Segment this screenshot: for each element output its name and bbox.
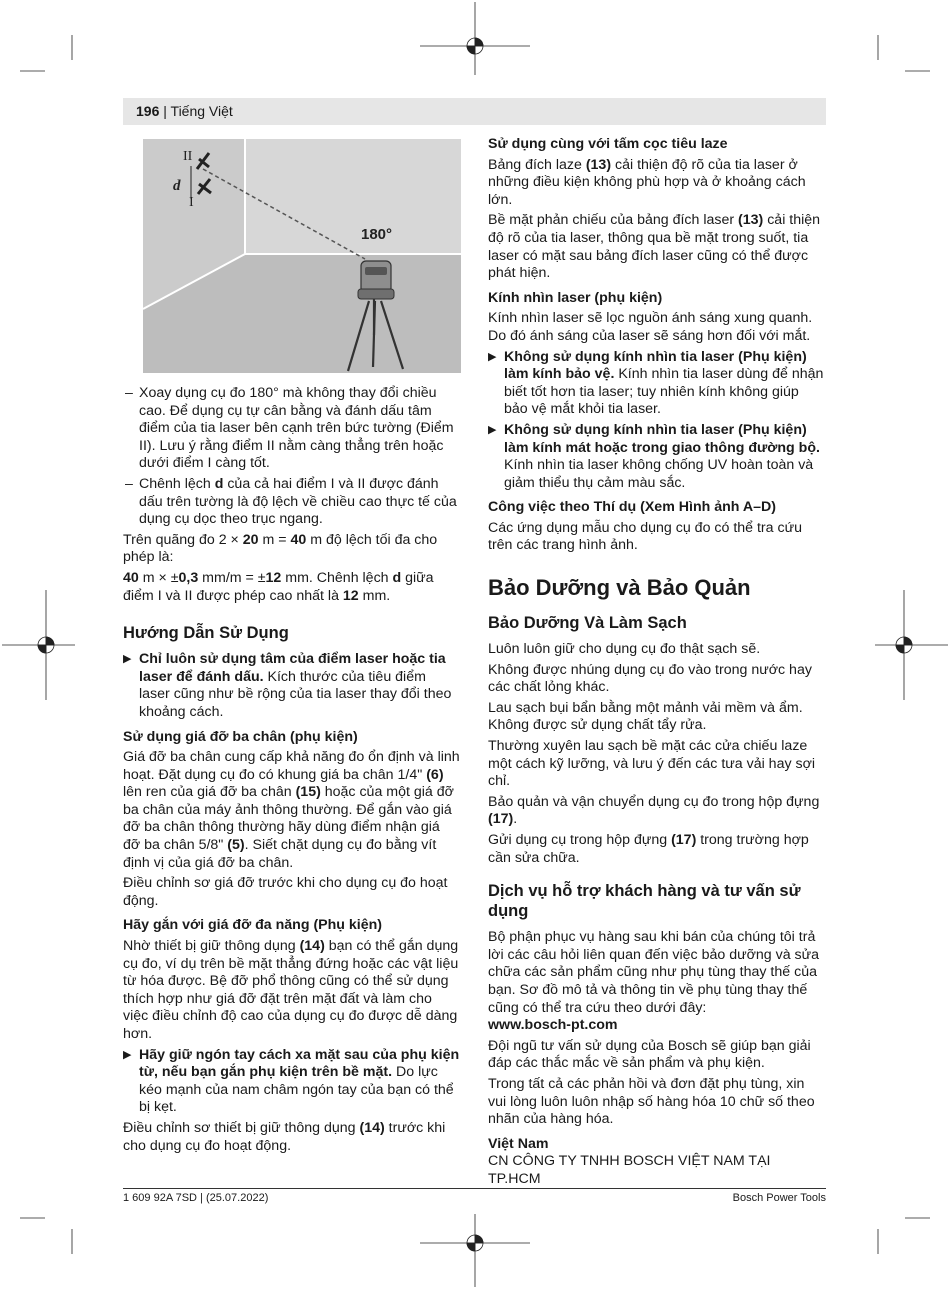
- footer-doc-id: 1 609 92A 7SD | (25.07.2022): [123, 1192, 269, 1204]
- clean-3: Lau sạch bụi bẩn bằng một mảnh vải mềm và ẩm. Không được sử dụng chất tẩy rửa.: [488, 699, 803, 734]
- clean-4: Thường xuyên lau sạch bề mặt các cửa chiếu laze một cách kỹ lưỡng, và lưu ý đến các tưa vải hay sợi chỉ.: [488, 738, 816, 790]
- examples-paragraph: Các ứng dụng mẫu cho dụng cụ đo có thể tra cứu trên các trang hình ảnh.: [488, 519, 802, 554]
- target-paragraph-2: Bề mặt phản chiếu của bảng đích laser (13) cải thiện độ rõ của tia laser, thông qua bề mặt trong suốt, tia laser có mặt sau bảng đích laser cũng có thể được phát hiện.: [488, 212, 821, 282]
- header-separator: |: [163, 103, 167, 119]
- heading-service: Dịch vụ hỗ trợ khách hàng và tư vấn sử dụng: [488, 882, 801, 921]
- registration-mark-bottom: [420, 1214, 530, 1287]
- mount-warning: ▶ Hãy giữ ngón tay cách xa mặt sau của phụ kiện từ, nếu bạn gắn phụ kiện trên bề mặt. Do lực kéo mạnh của nam châm ngón tay của bạn có thể bị kẹt.: [123, 1046, 460, 1116]
- figure-laser-180: [143, 139, 461, 373]
- usage-warning: ▶ Chỉ luôn sử dụng tâm của điểm laser hoặc tia laser để đánh dấu. Kích thước của tiêu điểm laser cũng như bề rộng của tia laser thay đổi theo khoảng cách.: [123, 651, 452, 720]
- calc-paragraph: 40 m × ±0,3 mm/m = ±12 mm. Chênh lệch d giữa điểm I và II được phép cao nhất là 12 mm.: [123, 569, 434, 604]
- glasses-warning-2: ▶ Không sử dụng kính nhìn tia laser (Phụ kiện) làm kính mát hoặc trong giao thông đường bộ. Kính nhìn tia laser không chống UV hoàn toàn và giảm thiểu thụ cảm màu sắc.: [488, 421, 820, 491]
- registration-mark-right: [875, 590, 948, 700]
- header-language: Tiếng Việt: [170, 103, 233, 119]
- heading-cleaning: Bảo Dưỡng Và Làm Sạch: [488, 614, 687, 633]
- tripod-adjust: Điều chỉnh sơ giá đỡ trước khi cho dụng cụ đo hoạt động.: [123, 875, 448, 909]
- subheading-mount: Hãy gắn với giá đỡ đa năng (Phụ kiện): [123, 917, 383, 934]
- registration-mark-top: [420, 2, 530, 75]
- clean-2: Không được nhúng dụng cụ đo vào trong nước hay các chất lỏng khác.: [488, 661, 812, 696]
- dash-item-difference: – Chênh lệch d của cả hai điểm I và II được đánh dấu trên tường là độ lệch về chiều cao thực tế của dụng cụ dọc theo trục ngang.: [125, 475, 457, 528]
- heading-maintenance: Bảo Dưỡng và Bảo Quản: [488, 575, 751, 601]
- laser-device: [358, 261, 394, 299]
- mount-adjust: Điều chỉnh sơ thiết bị giữ thông dụng (14) trước khi cho dụng cụ đo hoạt động.: [123, 1119, 446, 1154]
- page-number: 196: [136, 103, 160, 119]
- mark-label-upper: II: [183, 149, 193, 164]
- footer-brand: Bosch Power Tools: [732, 1192, 826, 1204]
- clean-1: Luôn luôn giữ cho dụng cụ đo thật sạch sẽ.: [488, 641, 761, 658]
- glasses-warning-1: ▶ Không sử dụng kính nhìn tia laser (Phụ kiện) làm kính bảo vệ. Kính nhìn tia laser dùng để nhận biết tốt hơn tia laser; tuy nhiên kính không giúp bảo vệ mắt khỏi tia laser.: [488, 348, 824, 418]
- tripod-paragraph: Giá đỡ ba chân cung cấp khả năng đo ổn định và linh hoạt. Đặt dụng cụ đo có khung giá ba chân 1/4" (6) lên ren của giá đỡ ba chân (15) hoặc của một giá đỡ ba chân của máy ảnh thông thường. Để gắn vào giá đỡ ba chân thông thường hãy dùng điểm nhận giá đỡ ba chân 5/8" (5). Siết chặt dụng cụ đo bằng vít định vị của giá đỡ ba chân.: [123, 749, 460, 871]
- service-paragraph-1: Bộ phận phục vụ hàng sau khi bán của chúng tôi trả lời các câu hỏi liên quan đến việc bảo dưỡng và sửa chữa các sản phẩm cũng như phụ tùng thay thế của bạn. Sơ đồ mô tả và thông tin về phụ tùng thay thế cũng có thể tra cứu theo dưới đây:: [488, 929, 820, 1016]
- company-name: CN CÔNG TY TNHH BOSCH VIỆT NAM TẠI TP.HCM: [488, 1153, 771, 1187]
- angle-label: 180°: [361, 226, 393, 243]
- range-paragraph: Trên quãng đo 2 × 20 m = 40 m độ lệch tối đa cho phép là:: [123, 531, 438, 566]
- dash-item-rotate: – Xoay dụng cụ đo 180° mà không thay đổi chiều cao. Để dụng cụ tự cân bằng và đánh dấu tâm điểm của tia laser bên cạnh trên bức tường (Điểm II). Lưu ý rằng điểm II nằm càng thẳng trên hoặc dưới điểm I càng tốt.: [125, 385, 454, 472]
- glasses-paragraph: Kính nhìn laser sẽ lọc nguồn ánh sáng xung quanh. Do đó ánh sáng của laser sẽ sáng hơn đối với mắt.: [488, 310, 813, 344]
- heading-usage: Hướng Dẫn Sử Dụng: [123, 624, 289, 643]
- mark-label-lower: I: [189, 195, 194, 210]
- target-paragraph-1: Bảng đích laze (13) cải thiện độ rõ của tia laser ở những điều kiện không phù hợp và ở khoảng cách lớn.: [488, 156, 806, 208]
- country-label: Việt Nam: [488, 1135, 549, 1152]
- service-paragraph-3: Trong tất cả các phản hồi và đơn đặt phụ tùng, xin vui lòng luôn luôn nhập số hàng hóa 10 chữ số theo nhãn của hàng hóa.: [488, 1075, 815, 1128]
- subheading-target: Sử dụng cùng với tấm cọc tiêu laze: [488, 136, 728, 152]
- service-paragraph-2: Đội ngũ tư vấn sử dụng của Bosch sẽ giúp bạn giải đáp các thắc mắc về sản phẩm và phụ kiện.: [488, 1037, 811, 1072]
- subheading-examples: Công việc theo Thí dụ (Xem Hình ảnh A–D): [488, 499, 776, 516]
- mount-paragraph: Nhờ thiết bị giữ thông dụng (14) bạn có thể gắn dụng cụ đo, ví dụ trên bề mặt thẳng đứng hoặc các vật liệu từ hóa được. Bệ đỡ phổ thông cũng có thể sử dụng thích hợp như giá đỡ đặt trên mặt đất và làm cho việc điều chỉnh độ cao của dụng cụ đo được dễ dàng hơn.: [123, 938, 459, 1042]
- registration-mark-left: [2, 590, 75, 700]
- subheading-tripod: Sử dụng giá đỡ ba chân (phụ kiện): [123, 728, 358, 745]
- left-column: [123, 385, 460, 1158]
- distance-label: d: [173, 178, 181, 194]
- footer-rule: [123, 1188, 826, 1189]
- store-paragraph: Bảo quản và vận chuyển dụng cụ đo trong hộp đựng (17).: [488, 793, 820, 828]
- repair-paragraph: Gửi dụng cụ trong hộp đựng (17) trong trường hợp cần sửa chữa.: [488, 832, 809, 866]
- right-column: [488, 136, 826, 1192]
- page-header: [136, 103, 233, 119]
- subheading-glasses: Kính nhìn laser (phụ kiện): [488, 289, 663, 306]
- service-url[interactable]: www.bosch-pt.com: [488, 1017, 618, 1034]
